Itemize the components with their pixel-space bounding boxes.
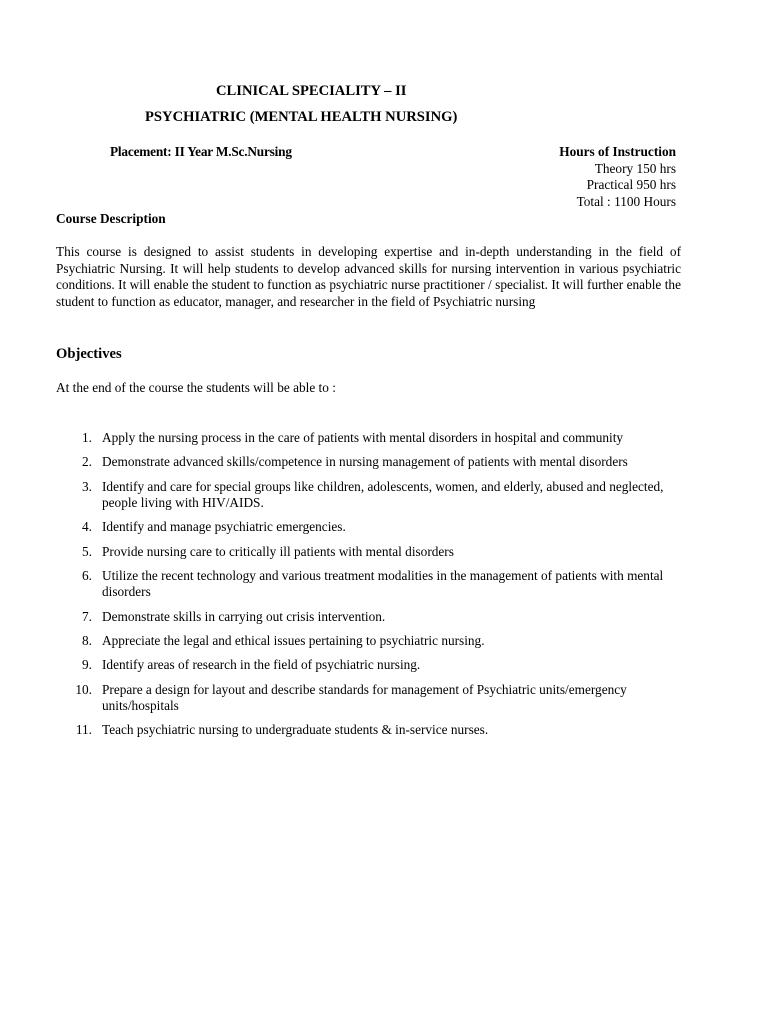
objective-number: 11. bbox=[75, 722, 92, 738]
objective-item bbox=[56, 722, 676, 739]
objective-item bbox=[56, 454, 676, 471]
objective-number: 9. bbox=[82, 657, 92, 673]
objective-item bbox=[56, 682, 676, 715]
hours-total: Total : 1100 Hours bbox=[576, 193, 676, 209]
objective-number: 3. bbox=[82, 478, 92, 494]
objective-text: Appreciate the legal and ethical issues pertaining to psychiatric nursing. bbox=[102, 633, 485, 649]
objective-text: Demonstrate advanced skills/competence in nursing management of patients with mental disorders bbox=[102, 454, 628, 470]
hours-practical: Practical 950 hrs bbox=[586, 177, 676, 192]
objective-item bbox=[56, 633, 676, 650]
placement-label: Placement: II Year M.Sc.Nursing bbox=[110, 144, 292, 159]
course-description-heading: Course Description bbox=[56, 211, 166, 226]
objectives-list bbox=[56, 430, 676, 747]
objective-number: 4. bbox=[82, 519, 92, 535]
objective-text: Teach psychiatric nursing to undergraduate students & in-service nurses. bbox=[102, 722, 489, 738]
objective-text: Demonstrate skills in carrying out crisis intervention. bbox=[102, 608, 386, 624]
objectives-heading: Objectives bbox=[56, 346, 122, 362]
objective-number: 2. bbox=[82, 454, 92, 470]
objective-number: 1. bbox=[82, 430, 92, 445]
hours-theory: Theory 150 hrs bbox=[594, 160, 676, 176]
objective-item bbox=[56, 657, 676, 674]
objective-number: 7. bbox=[82, 608, 92, 624]
objective-item bbox=[56, 568, 676, 601]
objective-text: Utilize the recent technology and various treatment modalities in the management of patients with mental disorders bbox=[102, 567, 664, 600]
objective-item bbox=[56, 519, 676, 536]
objective-text: Identify and care for special groups like children, adolescents, women, and elderly, abused and neglected, people living with HIV/AIDS. bbox=[102, 478, 664, 511]
hours-heading: Hours of Instruction bbox=[559, 144, 676, 159]
document-subtitle: PSYCHIATRIC (MENTAL HEALTH NURSING) bbox=[145, 109, 458, 125]
objectives-intro: At the end of the course the students will be able to : bbox=[56, 380, 336, 395]
document-title: CLINICAL SPECIALITY – II bbox=[216, 83, 407, 99]
objective-number: 6. bbox=[82, 567, 92, 583]
objective-item bbox=[56, 479, 676, 512]
objective-text: Apply the nursing process in the care of patients with mental disorders in hospital and community bbox=[102, 430, 624, 445]
course-description-body: This course is designed to assist students in developing expertise and in-depth understanding in the field of Psychiatric Nursing. It will help students to develop advanced skills for nursing intervention in various psychiatric conditions. It will enable the student to function as psychiatric nurse practitioner / specialist. It will further enable the student to function as educator, manager, and researcher in the field of Psychiatric nursing bbox=[56, 244, 681, 310]
objective-number: 8. bbox=[82, 633, 92, 649]
objective-text: Identify areas of research in the field of psychiatric nursing. bbox=[102, 657, 421, 673]
objective-item bbox=[56, 544, 676, 561]
objective-text: Identify and manage psychiatric emergencies. bbox=[102, 519, 346, 535]
objective-number: 10. bbox=[75, 681, 92, 697]
objective-text: Prepare a design for layout and describe standards for management of Psychiatric units/emergency units/hospitals bbox=[102, 681, 627, 714]
objective-number: 5. bbox=[82, 543, 92, 559]
objective-text: Provide nursing care to critically ill patients with mental disorders bbox=[102, 543, 454, 559]
hours-of-instruction bbox=[559, 144, 676, 210]
objective-item bbox=[56, 430, 676, 447]
objective-item bbox=[56, 609, 676, 626]
